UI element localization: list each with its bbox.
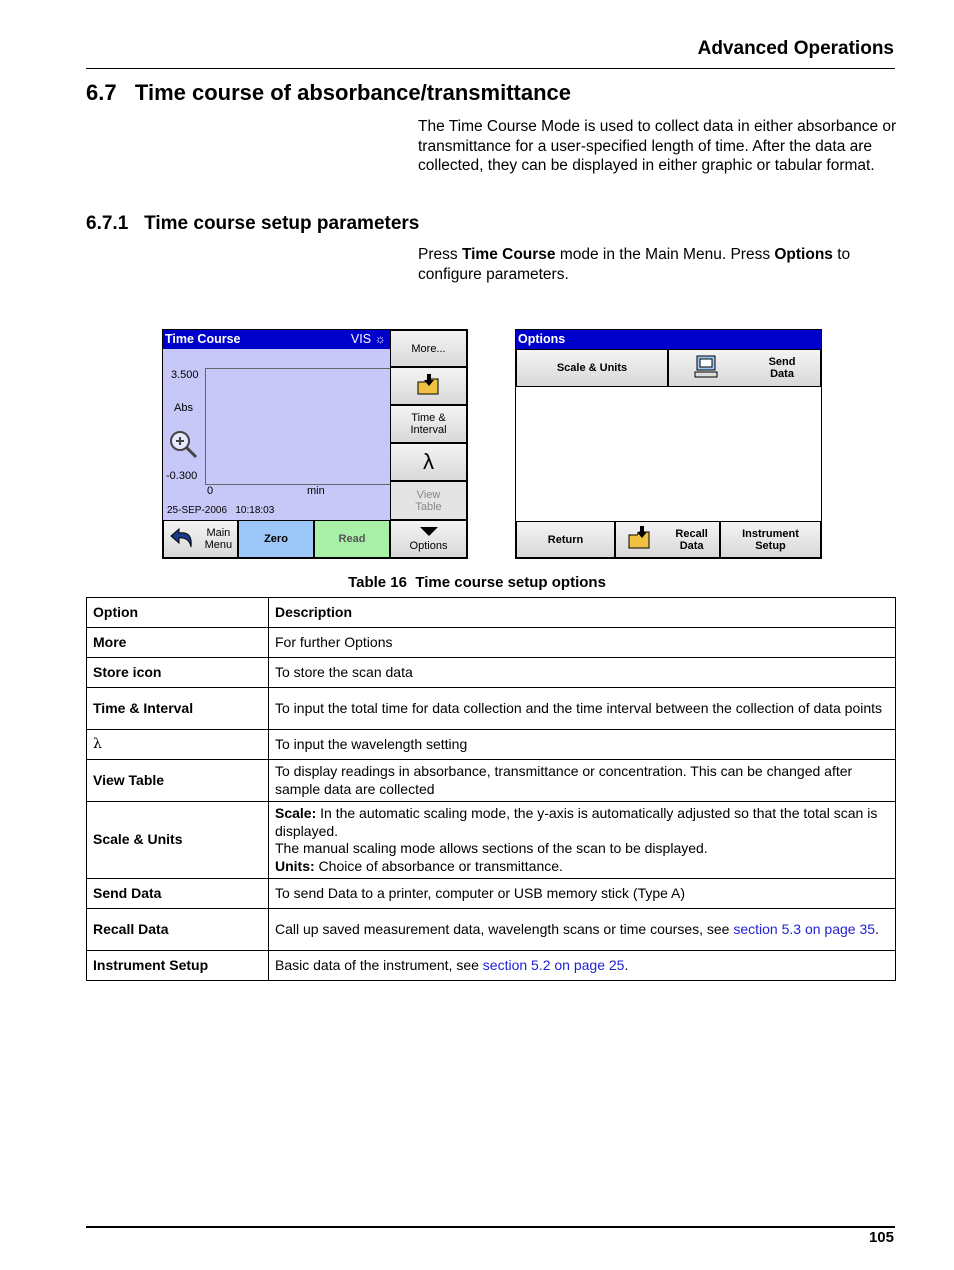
row-option: Instrument Setup (87, 951, 269, 981)
desc-text: Call up saved measurement data, wavelength scans or time courses, see (275, 920, 734, 937)
scale-label: Scale: (275, 805, 317, 821)
table-row (87, 628, 896, 658)
table-row (87, 658, 896, 688)
send-data-label: Send Data (768, 356, 796, 380)
read-button[interactable] (314, 520, 390, 558)
more-button[interactable] (390, 330, 467, 367)
plot-frame (205, 368, 391, 485)
para-text: to configure parameters. (418, 246, 851, 283)
main-menu-button[interactable] (163, 520, 238, 558)
y-axis-min: -0.300 (166, 470, 198, 482)
return-arrow-icon (169, 527, 195, 552)
main-menu-label: Main Menu (204, 527, 233, 551)
intro-paragraph: The Time Course Mode is used to collect data in either absorbance or transmittance for a user-specified length of time. After the data are collected, they can be displayed in either graphic or tabular format. (418, 118, 897, 174)
row-option: More (87, 628, 269, 658)
store-icon (416, 374, 442, 399)
table-row (87, 802, 896, 879)
row-description: To input the total time for data collection and the time interval between the collection of data points (269, 688, 896, 730)
table-caption: Table 16 Time course setup options (348, 574, 606, 591)
row-option: Send Data (87, 879, 269, 909)
view-table-label: View Table (415, 488, 442, 513)
header-description: Description (269, 598, 896, 628)
lambda-button[interactable] (390, 443, 467, 481)
row-option: View Table (87, 760, 269, 802)
desc-end: . (875, 920, 879, 937)
units-text: Choice of absorbance or transmittance. (314, 857, 563, 874)
time-course-screen (162, 329, 468, 559)
screen-title: Time Course (165, 332, 241, 346)
zero-label: Zero (264, 533, 288, 545)
row-option: Time & Interval (87, 688, 269, 730)
screen-titlebar (516, 330, 821, 349)
x-axis-unit: min (307, 485, 325, 497)
options-button[interactable] (390, 520, 467, 558)
table-header-row (87, 598, 896, 628)
para-text: mode in the Main Menu. Press (555, 246, 775, 263)
triangle-down-icon (420, 527, 438, 540)
para-bold-options: Options (774, 246, 833, 263)
recall-data-label: Recall Data (675, 527, 708, 552)
section-link[interactable]: section 5.2 on page 25 (482, 956, 625, 973)
computer-icon (694, 355, 720, 382)
row-description (269, 951, 896, 981)
lamp-icon: ☼ (374, 332, 386, 346)
page-number: 105 (868, 1229, 894, 1246)
x-axis-min: 0 (207, 485, 214, 497)
table-row (87, 909, 896, 951)
desc-text: Basic data of the instrument, see (275, 956, 483, 973)
table-row (87, 879, 896, 909)
screen-titlebar (163, 330, 390, 349)
table-row (87, 951, 896, 981)
instrument-setup-button[interactable] (720, 521, 821, 558)
running-header: Advanced Operations (697, 38, 894, 59)
row-description: To input the wavelength setting (269, 730, 896, 760)
section-link[interactable]: section 5.3 on page 35 (733, 920, 876, 937)
section-title: 6.7 Time course of absorbance/transmittance (86, 80, 571, 105)
scale-text: In the automatic scaling mode, the y-axis is automatically adjusted so that the total scan is displayed. (275, 805, 878, 839)
read-label: Read (338, 533, 366, 545)
row-description (269, 909, 896, 951)
row-option: Recall Data (87, 909, 269, 951)
lambda-icon: λ (423, 449, 434, 474)
setup-paragraph (418, 245, 898, 284)
subsection-title: 6.7.1 Time course setup parameters (86, 213, 420, 234)
send-data-button[interactable] (668, 349, 821, 387)
options-screen (515, 329, 822, 559)
mode-label: VIS (350, 332, 372, 346)
row-description (269, 802, 896, 879)
row-description: To send Data to a printer, computer or USB memory stick (Type A) (269, 879, 896, 909)
table-row (87, 688, 896, 730)
mode-indicator (351, 330, 386, 349)
row-option: λ (87, 730, 269, 760)
para-bold-time-course: Time Course (461, 246, 556, 263)
units-label: Units: (275, 857, 315, 874)
zero-button[interactable] (238, 520, 314, 558)
options-label: Options (409, 539, 448, 552)
store-button[interactable] (390, 367, 467, 405)
view-table-button[interactable] (390, 481, 467, 520)
instrument-setup-label: Instrument Setup (742, 527, 799, 552)
options-table (86, 597, 896, 981)
row-description: For further Options (269, 628, 896, 658)
return-label: Return (547, 533, 584, 546)
folder-icon (627, 526, 653, 553)
header-option: Option (87, 598, 269, 628)
time-interval-label: Time & Interval (410, 412, 447, 436)
desc-end: . (624, 956, 629, 973)
scale-units-button[interactable] (516, 349, 668, 387)
scale-units-label: Scale & Units (556, 362, 628, 374)
header-rule (86, 68, 895, 69)
y-axis-max: 3.500 (171, 369, 199, 381)
screen-title: Options (518, 332, 566, 346)
row-description: To display readings in absorbance, transmittance or concentration. This can be changed after sample data are collected (269, 760, 896, 802)
timestamp: 25-SEP-2006 10:18:03 (167, 505, 275, 516)
recall-data-button[interactable] (615, 521, 720, 558)
time-interval-button[interactable] (390, 405, 467, 443)
return-button[interactable] (516, 521, 615, 558)
table-row (87, 730, 896, 760)
para-text: Press (418, 246, 462, 263)
y-axis-label: Abs (174, 402, 193, 414)
row-option: Store icon (87, 658, 269, 688)
footer-rule (86, 1226, 895, 1228)
table-row (87, 760, 896, 802)
row-option: Scale & Units (87, 802, 269, 879)
zoom-icon[interactable] (167, 428, 199, 460)
more-label: More... (411, 342, 446, 355)
row-description: To store the scan data (269, 658, 896, 688)
manual-text: The manual scaling mode allows sections of the scan to be displayed. (275, 840, 708, 856)
